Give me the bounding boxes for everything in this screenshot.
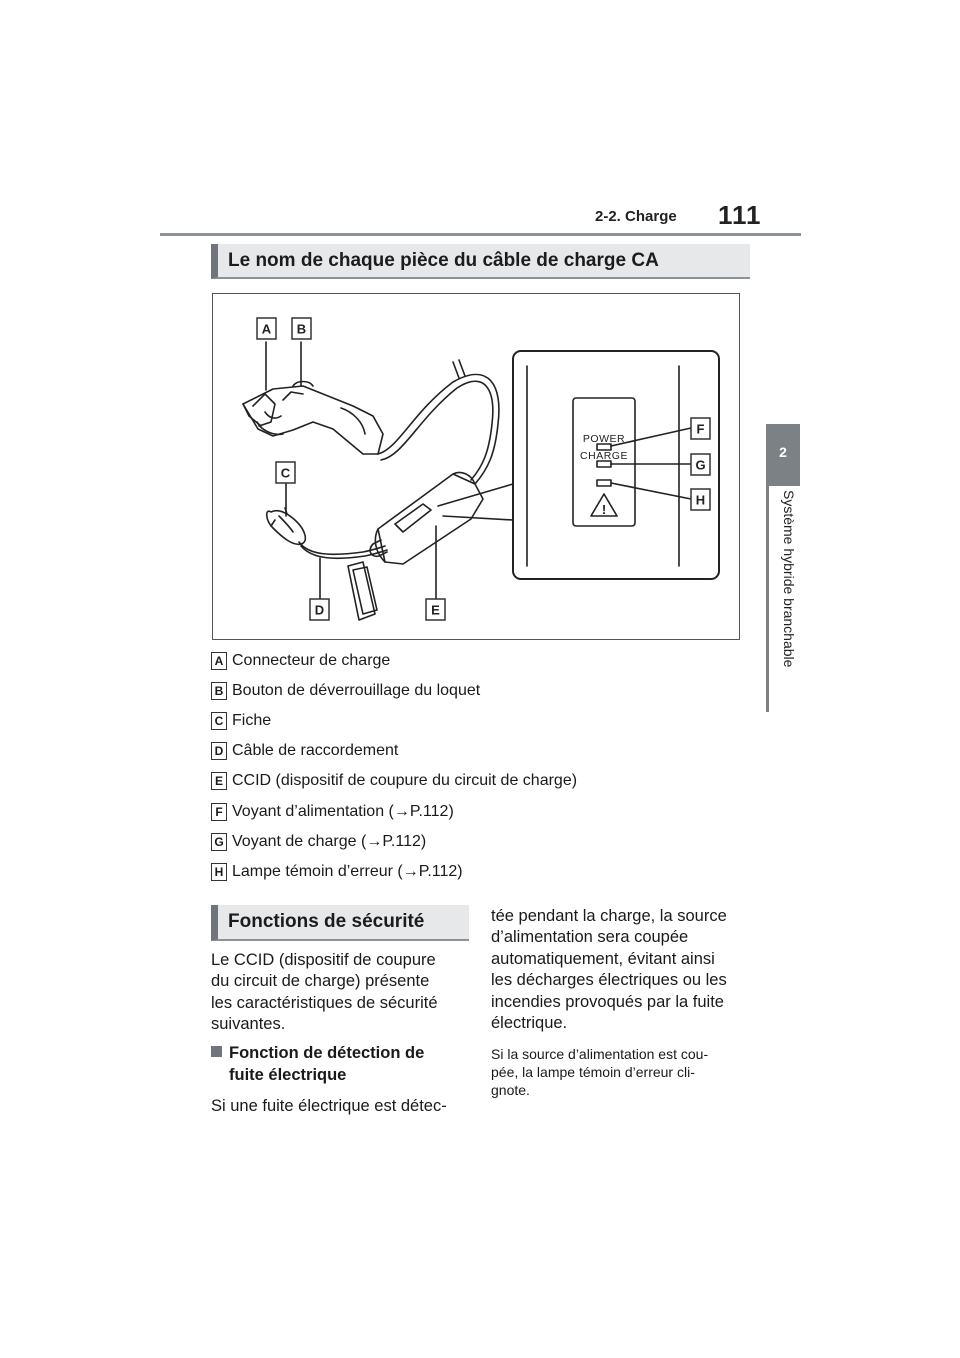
legend-text: Bouton de déverrouillage du loquet [232,682,481,699]
cable-illustration [213,294,741,641]
ccid-inset-panel [513,351,719,579]
chapter-rule [766,486,769,712]
legend-letter: D [211,742,227,760]
note-line: pée, la lampe témoin d’erreur cli- [491,1064,695,1080]
callout-b: B [296,321,307,337]
legend-letter: B [211,682,227,700]
note-line: Si la source d’alimentation est cou- [491,1046,709,1062]
body-text-right: tée pendant la charge, la source [491,907,727,925]
power-label: POWER [582,433,626,445]
section-heading-parts: Le nom de chaque pièce du câble de charge CA [211,244,750,279]
legend-letter: E [211,772,227,790]
callout-h: H [695,492,706,508]
callout-g: G [695,457,706,473]
intro-line: les caractéristiques de sécurité [211,994,438,1012]
error-indicator [597,480,611,486]
intro-line: suivantes. [211,1015,286,1033]
charge-label: CHARGE [580,450,628,462]
legend-text: Connecteur de charge [232,652,391,669]
subheading-line: Fonction de détection de [229,1044,425,1062]
legend-text: Voyant de charge (→P.112) [232,833,427,850]
intro-line: Le CCID (dispositif de coupure [211,951,436,969]
body-text-right: automatiquement, évitant ainsi [491,950,715,968]
charging-cable-figure [212,293,740,640]
charge-connector [243,382,383,455]
subheading-line: fuite électrique [229,1065,347,1084]
intro-line: du circuit de charge) présente [211,972,430,990]
legend-text: Câble de raccordement [232,742,399,759]
legend-letter: H [211,863,227,881]
page-number: 111 [718,200,762,230]
bullet-square-icon [211,1046,222,1057]
warning-symbol: ! [601,502,607,517]
body-text-right: d’alimentation sera coupée [491,928,689,946]
legend-letter: G [211,833,227,851]
wall-plug [267,508,387,558]
legend-text: Fiche [232,712,272,729]
legend-text: CCID (dispositif de coupure du circuit de charge) [232,772,578,789]
legend-letter: F [211,803,227,821]
legend-letter: C [211,712,227,730]
callout-c: C [280,465,291,481]
legend-text: Voyant d’alimentation (→P.112) [232,803,454,820]
chapter-number: 2 [779,444,787,460]
subheading-leak-detection [211,1043,424,1086]
legend-letter: A [211,652,227,670]
callout-e: E [431,602,440,618]
callout-d: D [314,602,325,618]
body-text-right: incendies provoqués par la fuite [491,993,724,1011]
header-rule [160,233,801,236]
running-header-section: 2-2. Charge [595,208,677,225]
chapter-title: Système hybride branchable [781,490,797,668]
note-line: gnote. [491,1082,530,1098]
legend-text: Lampe témoin d’erreur (→P.112) [232,863,463,880]
section-heading-safety: Fonctions de sécurité [211,905,469,941]
body-text-right: électrique. [491,1014,568,1032]
callout-a: A [261,321,272,337]
body-text-right: les décharges électriques ou les [491,971,727,989]
body-text-left: Si une fuite électrique est détec- [211,1097,447,1115]
callout-f: F [696,421,705,437]
